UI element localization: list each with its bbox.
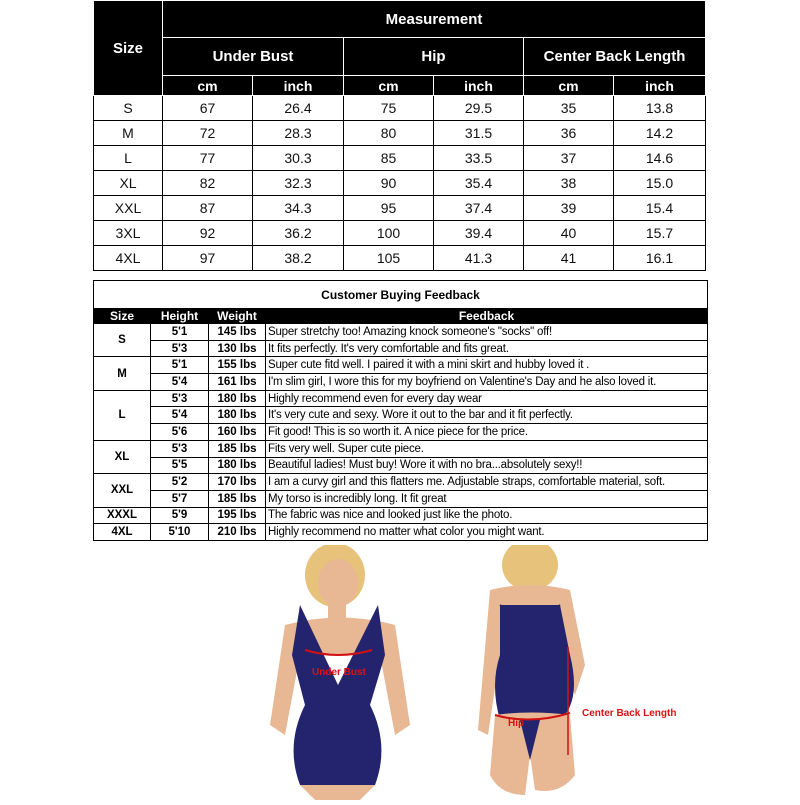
measurement-cell: 95 — [344, 196, 434, 221]
feedback-text-cell: Beautiful ladies! Must buy! Wore it with no bra...absolutely sexy!! — [266, 457, 708, 474]
size-row — [94, 121, 706, 146]
unit-header: inch — [614, 76, 706, 96]
size-cell: S — [94, 96, 163, 121]
feedback-row — [94, 407, 708, 424]
hip-label: Hip — [508, 718, 525, 729]
weight-cell: 210 lbs — [209, 524, 266, 541]
height-cell: 5'7 — [151, 490, 209, 507]
model-illustration — [0, 545, 800, 800]
weight-cell: 180 lbs — [209, 390, 266, 407]
height-cell: 5'9 — [151, 507, 209, 524]
feedback-title: Customer Buying Feedback — [94, 281, 708, 309]
measurement-cell: 37 — [524, 146, 614, 171]
feedback-text-cell: I'm slim girl, I wore this for my boyfriend on Valentine's Day and he also loved it. — [266, 374, 708, 391]
weight-cell: 185 lbs — [209, 490, 266, 507]
height-cell: 5'2 — [151, 474, 209, 491]
measurement-cell: 100 — [344, 221, 434, 246]
measurement-cell: 32.3 — [253, 171, 344, 196]
unit-header: inch — [434, 76, 524, 96]
measurement-cell: 80 — [344, 121, 434, 146]
feedback-text-cell: My torso is incredibly long. It fit great — [266, 490, 708, 507]
measurement-cell: 38.2 — [253, 246, 344, 271]
measurement-cell: 105 — [344, 246, 434, 271]
weight-cell: 155 lbs — [209, 357, 266, 374]
measurement-cell: 33.5 — [434, 146, 524, 171]
height-cell: 5'3 — [151, 340, 209, 357]
measurement-cell: 72 — [163, 121, 253, 146]
weight-cell: 145 lbs — [209, 324, 266, 341]
size-cell: XL — [94, 171, 163, 196]
feedback-row — [94, 390, 708, 407]
size-cell: XXL — [94, 196, 163, 221]
measurement-cell: 67 — [163, 96, 253, 121]
height-cell: 5'10 — [151, 524, 209, 541]
weight-cell: 161 lbs — [209, 374, 266, 391]
weight-cell: 170 lbs — [209, 474, 266, 491]
measurement-cell: 35 — [524, 96, 614, 121]
feedback-text-cell: The fabric was nice and looked just like the photo. — [266, 507, 708, 524]
feedback-text-cell: It fits perfectly. It's very comfortable and fits great. — [266, 340, 708, 357]
height-cell: 5'3 — [151, 390, 209, 407]
unit-header: cm — [524, 76, 614, 96]
weight-cell: 195 lbs — [209, 507, 266, 524]
feedback-row — [94, 490, 708, 507]
feedback-row — [94, 324, 708, 341]
measurement-cell: 85 — [344, 146, 434, 171]
size-chart-table — [93, 0, 706, 271]
weight-cell: 160 lbs — [209, 424, 266, 441]
size-row — [94, 196, 706, 221]
hip-header: Hip — [344, 38, 524, 76]
measurement-cell: 75 — [344, 96, 434, 121]
measurement-cell: 92 — [163, 221, 253, 246]
measurement-cell: 14.6 — [614, 146, 706, 171]
feedback-text-cell: Fits very well. Super cute piece. — [266, 440, 708, 457]
feedback-size-cell: XXXL — [94, 507, 151, 524]
measurement-cell: 36 — [524, 121, 614, 146]
measurement-cell: 41.3 — [434, 246, 524, 271]
feedback-row — [94, 374, 708, 391]
weight-cell: 130 lbs — [209, 340, 266, 357]
feedback-size-cell: XL — [94, 440, 151, 473]
feedback-row — [94, 474, 708, 491]
measurement-cell: 16.1 — [614, 246, 706, 271]
measurement-cell: 87 — [163, 196, 253, 221]
measurement-cell: 38 — [524, 171, 614, 196]
feedback-text-cell: Super stretchy too! Amazing knock someone's "socks" off! — [266, 324, 708, 341]
size-header: Size — [94, 1, 163, 96]
size-row — [94, 171, 706, 196]
size-row — [94, 96, 706, 121]
weight-cell: 185 lbs — [209, 440, 266, 457]
customer-feedback-table — [93, 280, 708, 541]
height-cell: 5'5 — [151, 457, 209, 474]
height-cell: 5'4 — [151, 407, 209, 424]
feedback-header-weight: Weight — [209, 309, 266, 324]
measurement-header: Measurement — [163, 1, 706, 38]
height-cell: 5'4 — [151, 374, 209, 391]
feedback-text-cell: Fit good! This is so worth it. A nice piece for the price. — [266, 424, 708, 441]
feedback-text-cell: Highly recommend even for every day wear — [266, 390, 708, 407]
unit-header: inch — [253, 76, 344, 96]
height-cell: 5'1 — [151, 357, 209, 374]
feedback-size-cell: S — [94, 324, 151, 357]
measurement-cell: 30.3 — [253, 146, 344, 171]
size-cell: M — [94, 121, 163, 146]
measurement-cell: 40 — [524, 221, 614, 246]
measurement-cell: 90 — [344, 171, 434, 196]
feedback-header-size: Size — [94, 309, 151, 324]
size-row — [94, 221, 706, 246]
feedback-row — [94, 357, 708, 374]
unit-header: cm — [344, 76, 434, 96]
measurement-cell: 82 — [163, 171, 253, 196]
feedback-row — [94, 507, 708, 524]
measurement-cell: 15.0 — [614, 171, 706, 196]
measurement-cell: 37.4 — [434, 196, 524, 221]
measurement-cell: 39.4 — [434, 221, 524, 246]
center-back-length-header: Center Back Length — [524, 38, 706, 76]
feedback-size-cell: M — [94, 357, 151, 390]
measurement-cell: 34.3 — [253, 196, 344, 221]
height-cell: 5'6 — [151, 424, 209, 441]
unit-header: cm — [163, 76, 253, 96]
feedback-size-cell: L — [94, 390, 151, 440]
feedback-row — [94, 524, 708, 541]
feedback-text-cell: I am a curvy girl and this flatters me. Adjustable straps, comfortable material, soft. — [266, 474, 708, 491]
measurement-cell: 15.7 — [614, 221, 706, 246]
height-cell: 5'3 — [151, 440, 209, 457]
feedback-text-cell: It's very cute and sexy. Wore it out to the bar and it fit perfectly. — [266, 407, 708, 424]
weight-cell: 180 lbs — [209, 407, 266, 424]
measurement-cell: 15.4 — [614, 196, 706, 221]
feedback-row — [94, 457, 708, 474]
measurement-cell: 97 — [163, 246, 253, 271]
measurement-cell: 28.3 — [253, 121, 344, 146]
measurement-cell: 36.2 — [253, 221, 344, 246]
measurement-cell: 31.5 — [434, 121, 524, 146]
back-model-image — [478, 545, 585, 795]
size-cell: 4XL — [94, 246, 163, 271]
under-bust-label: Under Bust — [312, 667, 366, 678]
feedback-size-cell: 4XL — [94, 524, 151, 541]
feedback-row — [94, 440, 708, 457]
measurement-cell: 41 — [524, 246, 614, 271]
size-row — [94, 146, 706, 171]
under-bust-header: Under Bust — [163, 38, 344, 76]
size-row — [94, 246, 706, 271]
measurement-cell: 29.5 — [434, 96, 524, 121]
size-cell: L — [94, 146, 163, 171]
measurement-cell: 35.4 — [434, 171, 524, 196]
feedback-header-height: Height — [151, 309, 209, 324]
measurement-cell: 77 — [163, 146, 253, 171]
measurement-cell: 14.2 — [614, 121, 706, 146]
feedback-header-feedback: Feedback — [266, 309, 708, 324]
measurement-cell: 26.4 — [253, 96, 344, 121]
weight-cell: 180 lbs — [209, 457, 266, 474]
feedback-row — [94, 424, 708, 441]
measurement-cell: 39 — [524, 196, 614, 221]
feedback-row — [94, 340, 708, 357]
size-cell: 3XL — [94, 221, 163, 246]
model-photos — [0, 545, 800, 800]
feedback-size-cell: XXL — [94, 474, 151, 507]
feedback-text-cell: Super cute fitd well. I paired it with a mini skirt and hubby loved it . — [266, 357, 708, 374]
feedback-text-cell: Highly recommend no matter what color you might want. — [266, 524, 708, 541]
height-cell: 5'1 — [151, 324, 209, 341]
measurement-cell: 13.8 — [614, 96, 706, 121]
center-back-length-label: Center Back Length — [582, 708, 677, 719]
